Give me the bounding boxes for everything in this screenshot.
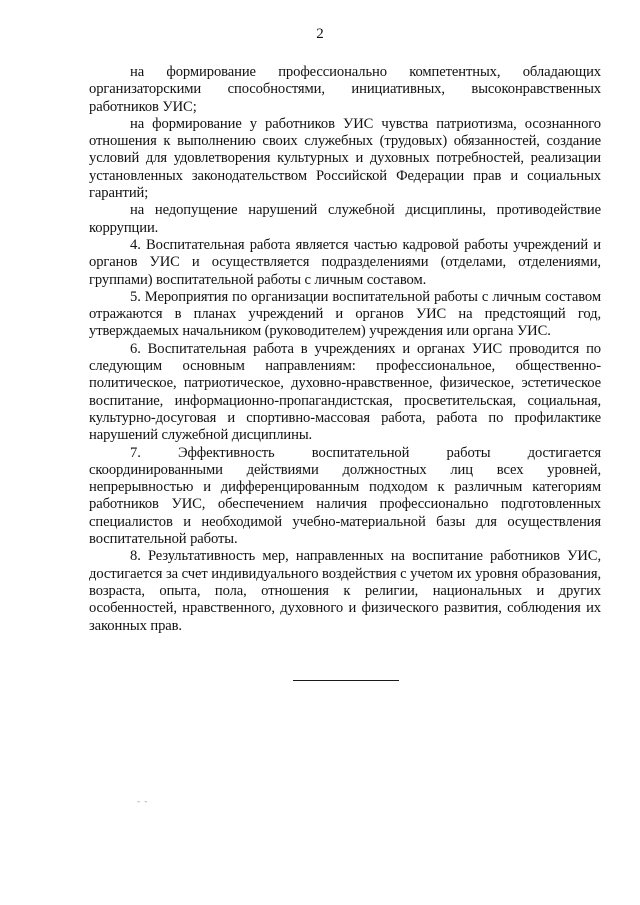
paragraph: 6. Воспитательная работа в учреждениях и органах УИС проводится по следующим основным направлениям: профессиональное, общественно-политическое, патриотическое, духовно-нравственное, физическое, эстетическое воспитание, информационно-пропагандистская, просветительская, социальная, культурно-досуговая и спортивно-массовая работа, работа по профилактике нарушений служебной дисциплины. xyxy=(89,340,601,444)
document-body xyxy=(89,64,601,635)
page-number: 2 xyxy=(316,26,324,42)
scan-mark: - - xyxy=(137,796,149,806)
paragraph: 8. Результативность мер, направленных на воспитание работников УИС, достигается за счет индивидуального воздействия с учетом их уровня образования, возраста, опыта, пола, отношения к религии, национальных и других особенностей, нравственного, духовного и физического развития, соблюдения их законных прав. xyxy=(89,548,601,634)
paragraph: 7. Эффективность воспитательной работы достигается скоординированными действиями должностных лиц всех уровней, непрерывностью и дифференцированным подходом к различным категориям работников УИС, обеспечением наличия профессионально подготовленных специалистов и необходимой учебно-материальной базы для осуществления воспитательной работы. xyxy=(89,444,601,548)
paragraph: на недопущение нарушений служебной дисциплины, противодействие коррупции. xyxy=(89,202,601,236)
paragraph: 5. Мероприятия по организации воспитательной работы с личным составом отражаются в планах учреждений и органов УИС на предстоящий год, утверждаемых начальником (руководителем) учреждения или органа УИС. xyxy=(89,288,601,340)
paragraph: на формирование профессионально компетентных, обладающих организаторскими способностями, инициативных, высоконравственных работников УИС; xyxy=(89,64,601,115)
paragraph: на формирование у работников УИС чувства патриотизма, осознанного отношения к выполнению своих служебных (трудовых) обязанностей, создание условий для удовлетворения культурных и духовных потребностей, реализации установленных законодательством Российской Федерации прав и социальных гарантий; xyxy=(89,115,601,202)
end-divider-line xyxy=(293,680,399,681)
paragraph: 4. Воспитательная работа является частью кадровой работы учреждений и органов УИС и осуществляется подразделениями (отделами, отделениями, группами) воспитательной работы с личным составом. xyxy=(89,236,601,288)
